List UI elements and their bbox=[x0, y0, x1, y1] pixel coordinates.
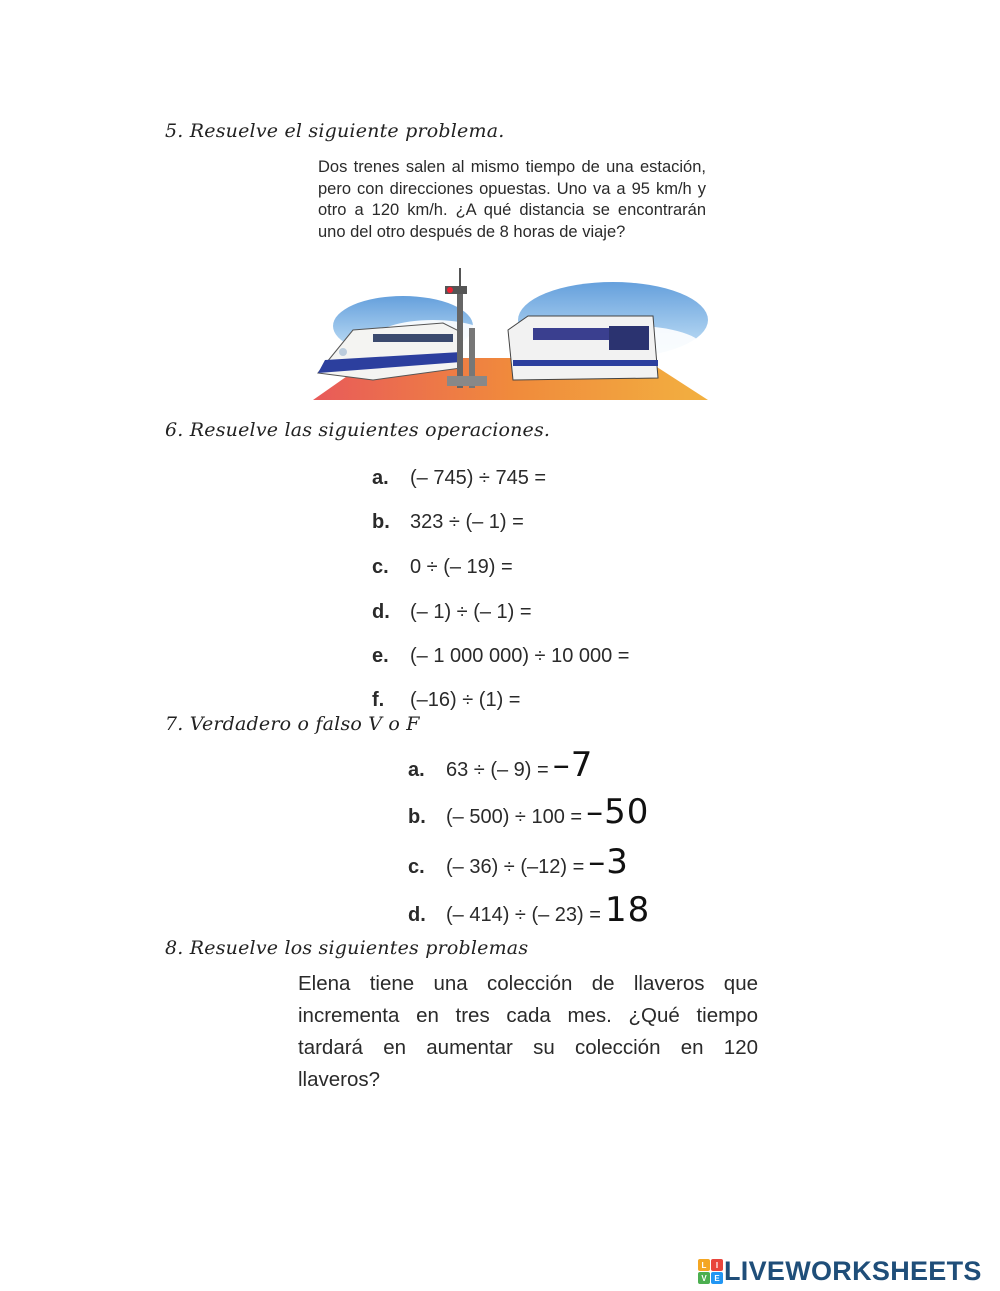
answer-input[interactable] bbox=[629, 634, 699, 662]
item-expression: (– 745) ÷ 745 = bbox=[410, 467, 547, 489]
item-label: c. bbox=[408, 856, 425, 878]
logo-letter: I bbox=[715, 1260, 719, 1270]
item-expression: 323 ÷ (– 1) = bbox=[410, 511, 524, 533]
q7-item-c bbox=[408, 842, 629, 882]
item-label: a. bbox=[372, 467, 389, 489]
question-5-text: Dos trenes salen al mismo tiempo de una estación, pero con direcciones opuestas. Uno va a 95 km/h y otro a 120 km/h. ¿A qué distancia se encontrarán uno del otro después de 8 horas de viaje? bbox=[318, 158, 706, 241]
item-expression: (– 1 000 000) ÷ 10 000 = bbox=[410, 645, 630, 667]
item-label: e. bbox=[372, 645, 389, 667]
item-expression: 0 ÷ (– 19) = bbox=[410, 556, 513, 578]
answer-input[interactable] bbox=[532, 590, 602, 618]
item-expression: (–16) ÷ (1) = bbox=[410, 689, 521, 711]
logo-letter: L bbox=[701, 1260, 707, 1270]
question-8-text: Elena tiene una colección de llaveros que incrementa en tres cada mes. ¿Qué tiempo tardará en aumentar su colección en 120 llaveros? bbox=[298, 972, 758, 1091]
liveworksheets-watermark bbox=[698, 1256, 982, 1287]
item-expression: (– 500) ÷ 100 = bbox=[446, 806, 583, 828]
item-label: b. bbox=[372, 511, 390, 533]
logo-letter: E bbox=[714, 1273, 720, 1283]
watermark-text: LIVEWORKSHEETS bbox=[724, 1256, 982, 1286]
question-6-heading: 6. Resuelve las siguientes operaciones. bbox=[165, 419, 551, 441]
item-label: d. bbox=[372, 601, 390, 623]
q6-item-b bbox=[372, 500, 594, 534]
item-expression: (– 1) ÷ (– 1) = bbox=[410, 601, 532, 623]
item-label: b. bbox=[408, 806, 426, 828]
item-label: d. bbox=[408, 904, 426, 926]
item-label: a. bbox=[408, 759, 425, 781]
q7-item-a bbox=[408, 745, 593, 785]
answer-input[interactable] bbox=[513, 545, 583, 573]
answer-input[interactable] bbox=[520, 678, 590, 706]
q6-item-d bbox=[372, 590, 602, 624]
answer-input[interactable]: –3 bbox=[588, 842, 629, 882]
trains-illustration bbox=[313, 268, 708, 403]
answer-input[interactable]: –50 bbox=[586, 792, 650, 832]
item-label: f. bbox=[372, 689, 385, 711]
answer-input[interactable]: 18 bbox=[604, 890, 651, 930]
question-8-heading: 8. Resuelve los siguientes problemas bbox=[165, 937, 529, 959]
item-label: c. bbox=[372, 556, 389, 578]
q6-item-c bbox=[372, 545, 583, 579]
q6-item-e bbox=[372, 634, 699, 668]
q7-item-b bbox=[408, 792, 649, 832]
question-5-heading: 5. Resuelve el siguiente problema. bbox=[165, 120, 505, 142]
logo-letter: V bbox=[701, 1273, 707, 1283]
answer-input[interactable]: –7 bbox=[552, 745, 594, 785]
item-expression: (– 414) ÷ (– 23) = bbox=[446, 904, 601, 926]
liveworksheets-logo-icon bbox=[698, 1259, 724, 1285]
answer-input[interactable] bbox=[524, 500, 594, 528]
answer-input[interactable] bbox=[546, 456, 616, 484]
q6-item-a bbox=[372, 456, 616, 490]
question-7-heading: 7. Verdadero o falso V o F bbox=[165, 713, 420, 735]
q7-item-d bbox=[408, 890, 650, 930]
item-expression: (– 36) ÷ (–12) = bbox=[446, 856, 585, 878]
q6-item-f bbox=[372, 678, 590, 712]
item-expression: 63 ÷ (– 9) = bbox=[446, 759, 549, 781]
